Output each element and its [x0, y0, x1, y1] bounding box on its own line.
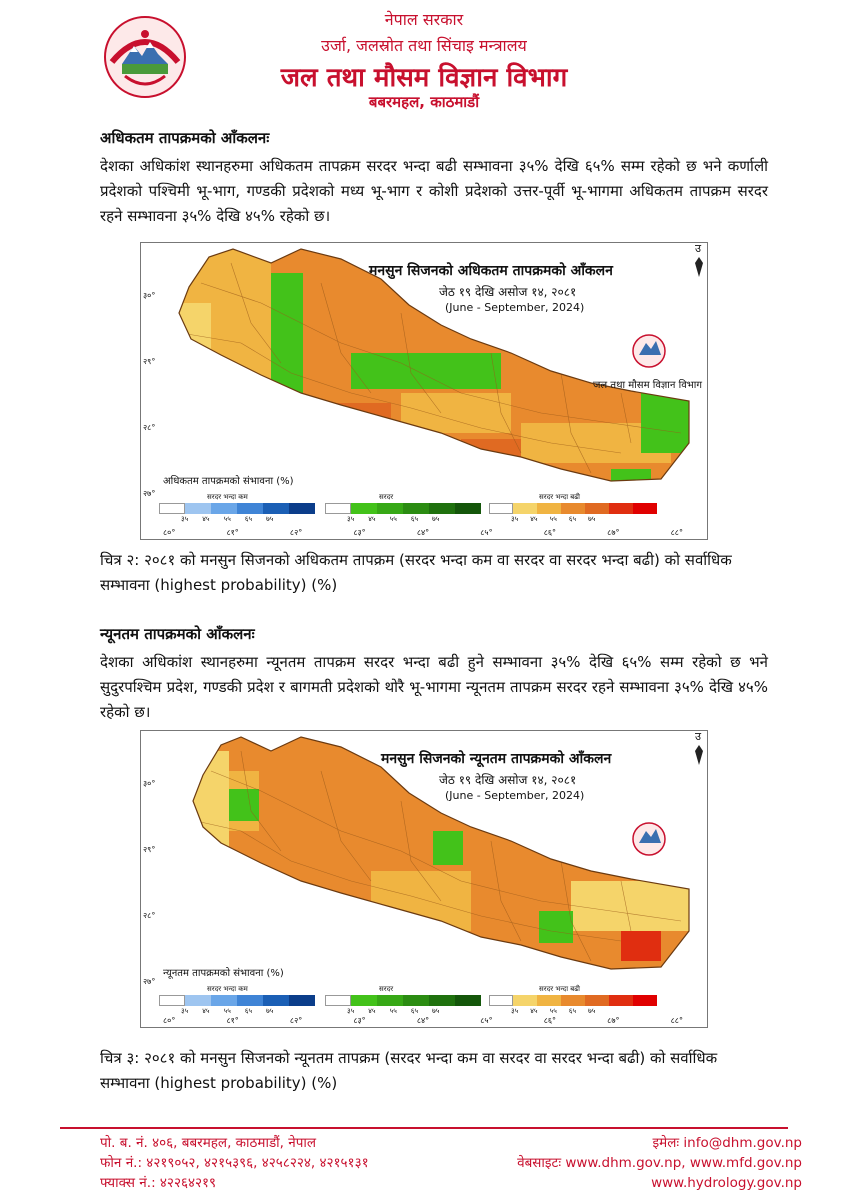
lon-axis: ८०° ८१° ८२° ८३° ८४° ८५° ८६° ८७° ८८° [163, 528, 683, 537]
logo-caption: जल तथा मौसम विज्ञान विभाग [593, 380, 703, 391]
lat-axis: ३०° २९° २८° २७° [143, 779, 156, 986]
map-subtitle: जेठ १९ देखि असोज १४, २०८१ [439, 773, 577, 787]
footer-email[interactable]: इमेलः info@dhm.gov.np [652, 1135, 802, 1151]
map-subtitle: जेठ १९ देखि असोज १४, २०८१ [439, 285, 577, 299]
footer-website-2[interactable]: www.hydrology.gov.np [651, 1175, 802, 1191]
legend-normal-bar [325, 995, 481, 1006]
map-period: (June - September, 2024) [445, 301, 585, 314]
legend-below-bar [159, 995, 315, 1006]
lon-axis: ८०° ८१° ८२° ८३° ८४° ८५° ८६° ८७° ८८° [163, 1016, 683, 1025]
letterhead [0, 0, 848, 118]
footer-po-box: पो. ब. नं. ४०६, बबरमहल, काठमाडौं, नेपाल [100, 1135, 317, 1151]
section-title-min-temp: न्यूनतम तापक्रमको आँकलनः [100, 625, 255, 643]
legend-above-bar [489, 995, 657, 1006]
legend-below-bar [159, 503, 315, 514]
footer-phone: फोन नं.: ४२१९०५२, ४२१५३९६, ४२५८२२४, ४२१५१३१ [100, 1155, 369, 1171]
min-temp-map [140, 730, 708, 1028]
section-title-max-temp: अधिकतम तापक्रमको आँकलनः [100, 129, 270, 147]
map-period: (June - September, 2024) [445, 789, 585, 802]
ministry-name: उर्जा, जलस्रोत तथा सिंचाइ मन्त्रालय [321, 36, 527, 55]
map-legend: सरदर भन्दा कम सरदर सरदर भन्दा बढी ३५ ४५ ५५ ६५ ७५ ३५ ४५ ५५ ६५ ७५ ३५ ४५ ५५ ६५ ७५ [159, 493, 699, 525]
north-label: उ [695, 242, 702, 255]
map-title: मनसुन सिजनको न्यूनतम तापक्रमको आँकलन [381, 751, 612, 767]
paragraph-max-temp: देशका अधिकांश स्थानहरुमा अधिकतम तापक्रम सरदर भन्दा बढी सम्भावना ३५% देखि ६५% सम्म रहेको छ भने कर्णाली प्रदेशको पश्चिमी भू-भाग, गण्डकी प्रदेशको मध्य भू-भाग र कोशी प्रदेशको उत्तर-पूर्वी भू-भागमा अधिकतम तापक्रम सरदर रहने सम्भावना ३५% देखि ४५% रहेको छ। [100, 157, 768, 225]
north-label: उ [695, 730, 702, 743]
legend-title: अधिकतम तापक्रमको संभावना (%) [163, 476, 294, 487]
legend-above-bar [489, 503, 657, 514]
north-arrow-icon [695, 257, 703, 277]
government-name: नेपाल सरकार [384, 10, 464, 29]
footer-divider [60, 1127, 788, 1129]
north-arrow-icon [695, 745, 703, 765]
footer-online [517, 1133, 802, 1193]
footer-contact [100, 1133, 369, 1193]
lat-axis: ३०° २९° २८° २७° [143, 291, 156, 498]
figure-caption-2: चित्र २: २०८१ को मनसुन सिजनको अधिकतम तापक्रम (सरदर भन्दा कम वा सरदर वा सरदर भन्दा बढी) को सर्वाधिक सम्भावना (highest probability) (%) [100, 551, 732, 594]
legend-title: न्यूनतम तापक्रमको संभावना (%) [163, 968, 284, 979]
footer-fax: फ्याक्स नं.: ४२२६४२१९ [100, 1175, 217, 1191]
min-temp-map-graphic [141, 731, 707, 1027]
paragraph-min-temp: देशका अधिकांश स्थानहरुमा न्यूनतम तापक्रम सरदर भन्दा बढी हुने सम्भावना ३५% देखि ६५% सम्म रहेको छ भने सुदुरपश्चिम प्रदेश, गण्डकी प्रदेश र बागमती प्रदेशको थोरै भू-भागमा न्यूनतम तापक्रम सरदर रहने सम्भावना ३५% देखि ४५% रहेको छ। [100, 653, 768, 721]
department-address: बबरमहल, काठमाडौं [368, 93, 480, 111]
max-temp-map [140, 242, 708, 540]
map-legend: सरदर भन्दा कम सरदर सरदर भन्दा बढी ३५ ४५ ५५ ६५ ७५ ३५ ४५ ५५ ६५ ७५ ३५ ४५ ५५ ६५ ७५ [159, 985, 699, 1017]
legend-normal-bar [325, 503, 481, 514]
map-title: मनसुन सिजनको अधिकतम तापक्रमको आँकलन [369, 263, 613, 279]
footer-website[interactable]: वेबसाइटः www.dhm.gov.np, www.mfd.gov.np [517, 1155, 802, 1171]
figure-caption-3: चित्र ३: २०८१ को मनसुन सिजनको न्यूनतम तापक्रम (सरदर भन्दा कम वा सरदर वा सरदर भन्दा बढी) को सर्वाधिक सम्भावना (highest probability) (%) [100, 1049, 718, 1092]
department-name: जल तथा मौसम विज्ञान विभाग [280, 63, 568, 93]
